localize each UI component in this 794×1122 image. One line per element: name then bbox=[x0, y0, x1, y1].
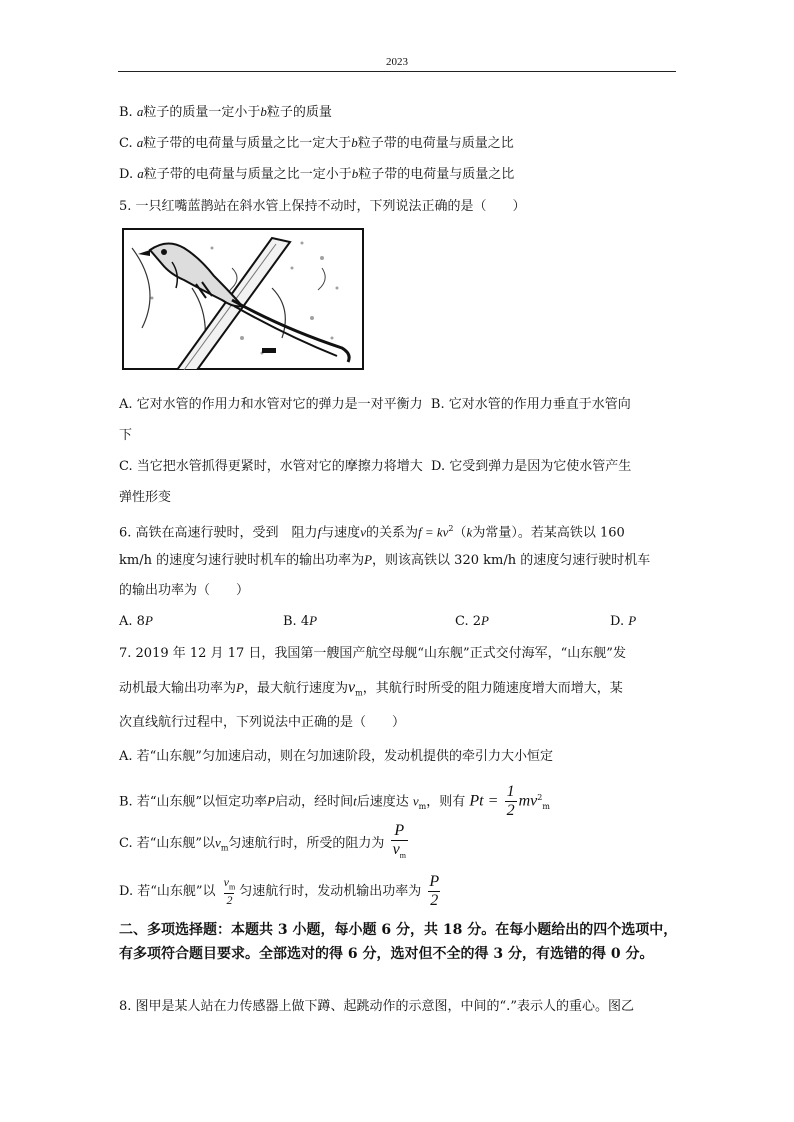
bird-on-pipe-illustration bbox=[122, 228, 364, 370]
q4-option-d: D. a粒子带的电荷量与质量之比一定小于b粒子带的电荷量与质量之比 bbox=[119, 166, 515, 182]
q5-option-d-continued: 弹性形变 bbox=[119, 490, 172, 505]
q7-option-a: A. 若“山东舰”匀加速启动，则在匀加速阶段，发动机提供的牵引力大小恒定 bbox=[119, 749, 553, 764]
q6-stem-line1: 6. 高铁在高速行驶时，受到 阻力f与速度v的关系为$f = kv^2(k$为常量）。若某高铁以 160 bbox=[119, 524, 625, 541]
q5-option-b-continued: 下 bbox=[119, 428, 133, 443]
q6-option-b: B. 4P bbox=[283, 613, 318, 629]
q6-option-d: D. P bbox=[610, 613, 637, 629]
q4-option-c: C. a粒子带的电荷量与质量之比一定大于b粒子带的电荷量与质量之比 bbox=[119, 135, 514, 151]
q5-stem: 5. 一只红嘴蓝鹊站在斜水管上保持不动时，下列说法正确的是（ ） bbox=[119, 199, 526, 214]
q5-option-c-d: C. 当它把水管抓得更紧时，水管对它的摩擦力将增大 D. 它受到弹力是因为它使水管产生 bbox=[119, 459, 632, 474]
q7-option-b: B. 若“山东舰”以恒定功率P启动，经时间t后速度达 $v_m$，则有 Pt = $\frac{1}{2}$ $mv^2_m$ bbox=[119, 783, 550, 820]
q6-stem-line2: km/h 的速度匀速行驶时机车的输出功率为P，则该高铁以 320 km/h 的速度匀速行驶时机车 bbox=[119, 552, 651, 568]
q5-option-a-b: A. 它对水管的作用力和水管对它的弹力是一对平衡力 B. 它对水管的作用力垂直于水管向 bbox=[119, 397, 631, 412]
q6-option-a: A. 8P bbox=[119, 613, 153, 629]
q7-stem-line1: 7. 2019 年 12 月 17 日，我国第一艘国产航空母舰“山东舰”正式交付海军，“山东舰”发 bbox=[119, 646, 626, 661]
q7-stem-line2: 动机最大输出功率为P，最大航行速度为$v_m$，其航行时所受的阻力随速度增大而增大，某 bbox=[119, 679, 623, 698]
header-divider bbox=[118, 71, 676, 72]
page-header-year: 2023 bbox=[386, 56, 408, 68]
q6-stem-line3: 的输出功率为（ ） bbox=[119, 583, 250, 598]
q7-option-d: D. 若“山东舰”以 $\frac{v_m}{2}$ 匀速航行时，发动机输出功率为 $\frac{P}{2}$ bbox=[119, 873, 440, 909]
q8-stem: 8. 图甲是某人站在力传感器上做下蹲、起跳动作的示意图，中间的“.”表示人的重心。图乙 bbox=[119, 999, 634, 1014]
q7-stem-line3: 次直线航行过程中，下列说法中正确的是（ ） bbox=[119, 715, 406, 730]
q4-option-b: B. a粒子的质量一定小于b粒子的质量 bbox=[119, 104, 332, 120]
section-2-instructions: 二、多项选择题：本题共 3 小题，每小题 6 分，共 18 分。在每小题给出的四个选项中，有多项符合题目要求。全部选对的得 6 分，选对但不全的得 3 分，有选错的得 0 分。 bbox=[119, 922, 678, 962]
q7-option-c: C. 若“山东舰”以$v_m$匀速航行时，所受的阻力为 $\frac{P}{v_m}$ bbox=[119, 822, 410, 869]
q6-option-c: C. 2P bbox=[455, 613, 489, 629]
